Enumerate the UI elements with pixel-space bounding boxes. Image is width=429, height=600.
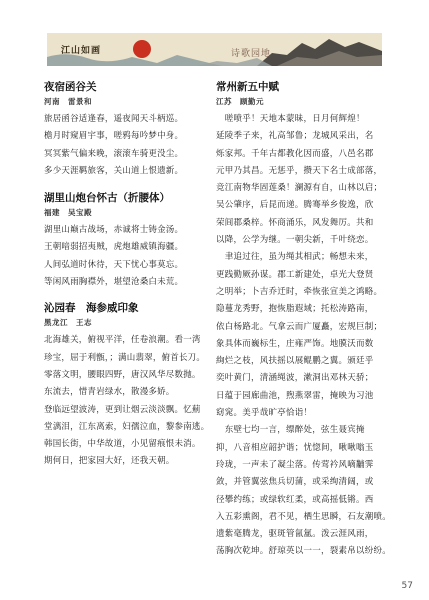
poem-author xyxy=(44,317,199,328)
right-column xyxy=(216,80,392,561)
poem-line: 珍宝，屈于利甑，；满山翡翠，俯首长刀。 xyxy=(44,352,206,363)
poem-line: 旅居函谷适逢春，遥夜闻天斗柄巡。 xyxy=(44,114,184,124)
essay-line: 径攀约练；或绿软红柔，或高摇低锵。西 xyxy=(216,494,374,505)
author-name: 吴宝殿 xyxy=(68,208,92,218)
essay-line: 嗟喷乎！天地本蒙昧，日月何辉煌！ xyxy=(216,114,365,124)
poem-line: 王朝喑弱招夷贼，虎炮雄威镇海疆。 xyxy=(44,242,184,253)
essay-line: 絢烂之枝，风扶摇以展鲲鹏之翼。颁廷乎 xyxy=(216,356,374,367)
essay-author xyxy=(216,96,387,107)
author-name: 雷景和 xyxy=(68,97,92,106)
essay-line: 遗紫毫腾龙，驱斑管氤氲。泼云涯风雨， xyxy=(216,529,374,540)
poem-title: 湖里山炮台怀古（折腰体） xyxy=(44,192,170,205)
essay-line: 荡胸次乾坤。舒琼英以一一，裂素帛以纷纷。 xyxy=(216,546,392,557)
poem-line: 人间弘道时休待，天下忧心事莫忘。 xyxy=(44,259,184,270)
essay-line: 日蕴于园廊曲池，煦燕翠雷，掩映为习池 xyxy=(216,390,374,401)
poem-line: 韩国长街，中华故道，小见留痕恨未消。 xyxy=(44,439,201,450)
essay-line: 更践勤厥孙谋。郡工新建处，卓光大登贤 xyxy=(216,269,374,280)
essay-line: 荣闾郡桑梓。怀商涌乐，风发舞厉。共和 xyxy=(216,217,374,228)
essay-line: 奕叶黄门，清涵绳波，漱洞出邓林天骄； xyxy=(216,373,374,384)
author-region: 福建 xyxy=(44,208,60,218)
poem-line: 多少天涯羁旅客，关山道上恨遗新。 xyxy=(44,165,184,176)
essay-title: 常州新五中赋 xyxy=(216,81,279,93)
essay-line: 烁家邦。千年古都教化因而盛，八邑名郡 xyxy=(216,148,374,159)
header-banner xyxy=(47,33,382,66)
essay-line: 竞江南物华固莲桑！澜源有自，山林以启； xyxy=(216,183,383,194)
essay-line: 象具体而巍标生，庄雍严饰。地膜沃而数 xyxy=(216,338,374,349)
essay-line: 东壁七均一言，缥醉处，弦生聂宾掩 xyxy=(216,425,365,436)
poem-title: 夜宿函谷关 xyxy=(44,81,97,93)
poem-line: 登临远望波涛，更到让烟云淡淡飘。忆薊 xyxy=(44,404,201,415)
poem xyxy=(44,301,210,470)
poem-author xyxy=(44,207,199,218)
essay-line: 隐蔓龙秀野，抱恢脂遐域；托松涛路南， xyxy=(216,304,374,315)
author-region: 江苏 xyxy=(216,97,232,106)
poem-line: 湖里山巅古战场，赤诚将士铸金汤。 xyxy=(44,225,184,236)
author-region: 黑龙江 xyxy=(44,318,68,328)
poem-author xyxy=(44,96,199,107)
essay-line: 玲珑，一声未了凝尘落。传莺衿风嘀黼霁 xyxy=(216,459,374,470)
essay-line: 敛，并管翼弦焦兵切蒲，或采绚清阔，或 xyxy=(216,477,374,488)
essay-line: 入五彩熏阁，君不见，栖生思瞬，石友潮喷。 xyxy=(216,511,392,522)
poem-line: 北海雄关，俯视平洋，任卷浪潮。看一湾 xyxy=(44,335,201,346)
poem-line: 等闲风雨胸襟外，堪望沧桑白未荒。 xyxy=(44,277,184,288)
poem-line: 堂漓泪，江东离索，妇孺泣血，黎参南逃。 xyxy=(44,421,210,432)
essay-line: 以降，公学为继。一朝尖新，千叶绕恋。 xyxy=(216,235,374,246)
page-number: 57 xyxy=(401,581,413,591)
essay-line: 延陵季子来，礼高邹鲁；龙城风采出，名 xyxy=(216,131,374,142)
poem-line: 期何日，把家园大好，还我天朝。 xyxy=(44,456,175,467)
author-region: 河南 xyxy=(44,97,60,106)
poem-title: 沁园春 海参威印象 xyxy=(44,302,139,315)
poem xyxy=(44,80,199,180)
poem xyxy=(44,191,199,291)
banner-brand: 诗歌园地 xyxy=(231,49,272,59)
author-name: 王志 xyxy=(76,318,92,328)
essay-line: 窈窕。美乎哉旷亭恰诣！ xyxy=(216,408,313,419)
essay-line: 元甲乃其昌。无惩乎，攒天下名士成部落， xyxy=(216,165,383,176)
author-name: 顾勤元 xyxy=(240,97,264,106)
poem-line: 冥冥紫气偏来晚，滚滚车骑更没尘。 xyxy=(44,148,184,159)
essay-line: 吴公肇序，后昆而递。腾骞举乡俊逸，欣 xyxy=(216,200,374,211)
essay-line: 之明举；卜吉乔迁时，牵恢张宣美之鸿略。 xyxy=(216,286,383,297)
essay-line: 依白杨路北。气拿云而广厦矗，宏规巨制； xyxy=(216,321,383,332)
banner-logo: 江山如画 xyxy=(61,46,102,56)
left-column xyxy=(44,80,210,471)
essay-line: 聿追过往，虽为绳其相武；畅想未来， xyxy=(216,252,374,263)
poem-line: 东流去，惜青岩绿水，散漫多娇。 xyxy=(44,387,175,398)
essay-line: 抑，八音相应韶护谐；忧惚间，啾啾嗡玉 xyxy=(216,442,374,453)
poem-line: 零落文明，腰眼四野，唐汉风华尽数抛。 xyxy=(44,369,201,380)
poem-line: 檐月时窥眉宇事，嗟鸦每吟梦中身。 xyxy=(44,131,184,142)
